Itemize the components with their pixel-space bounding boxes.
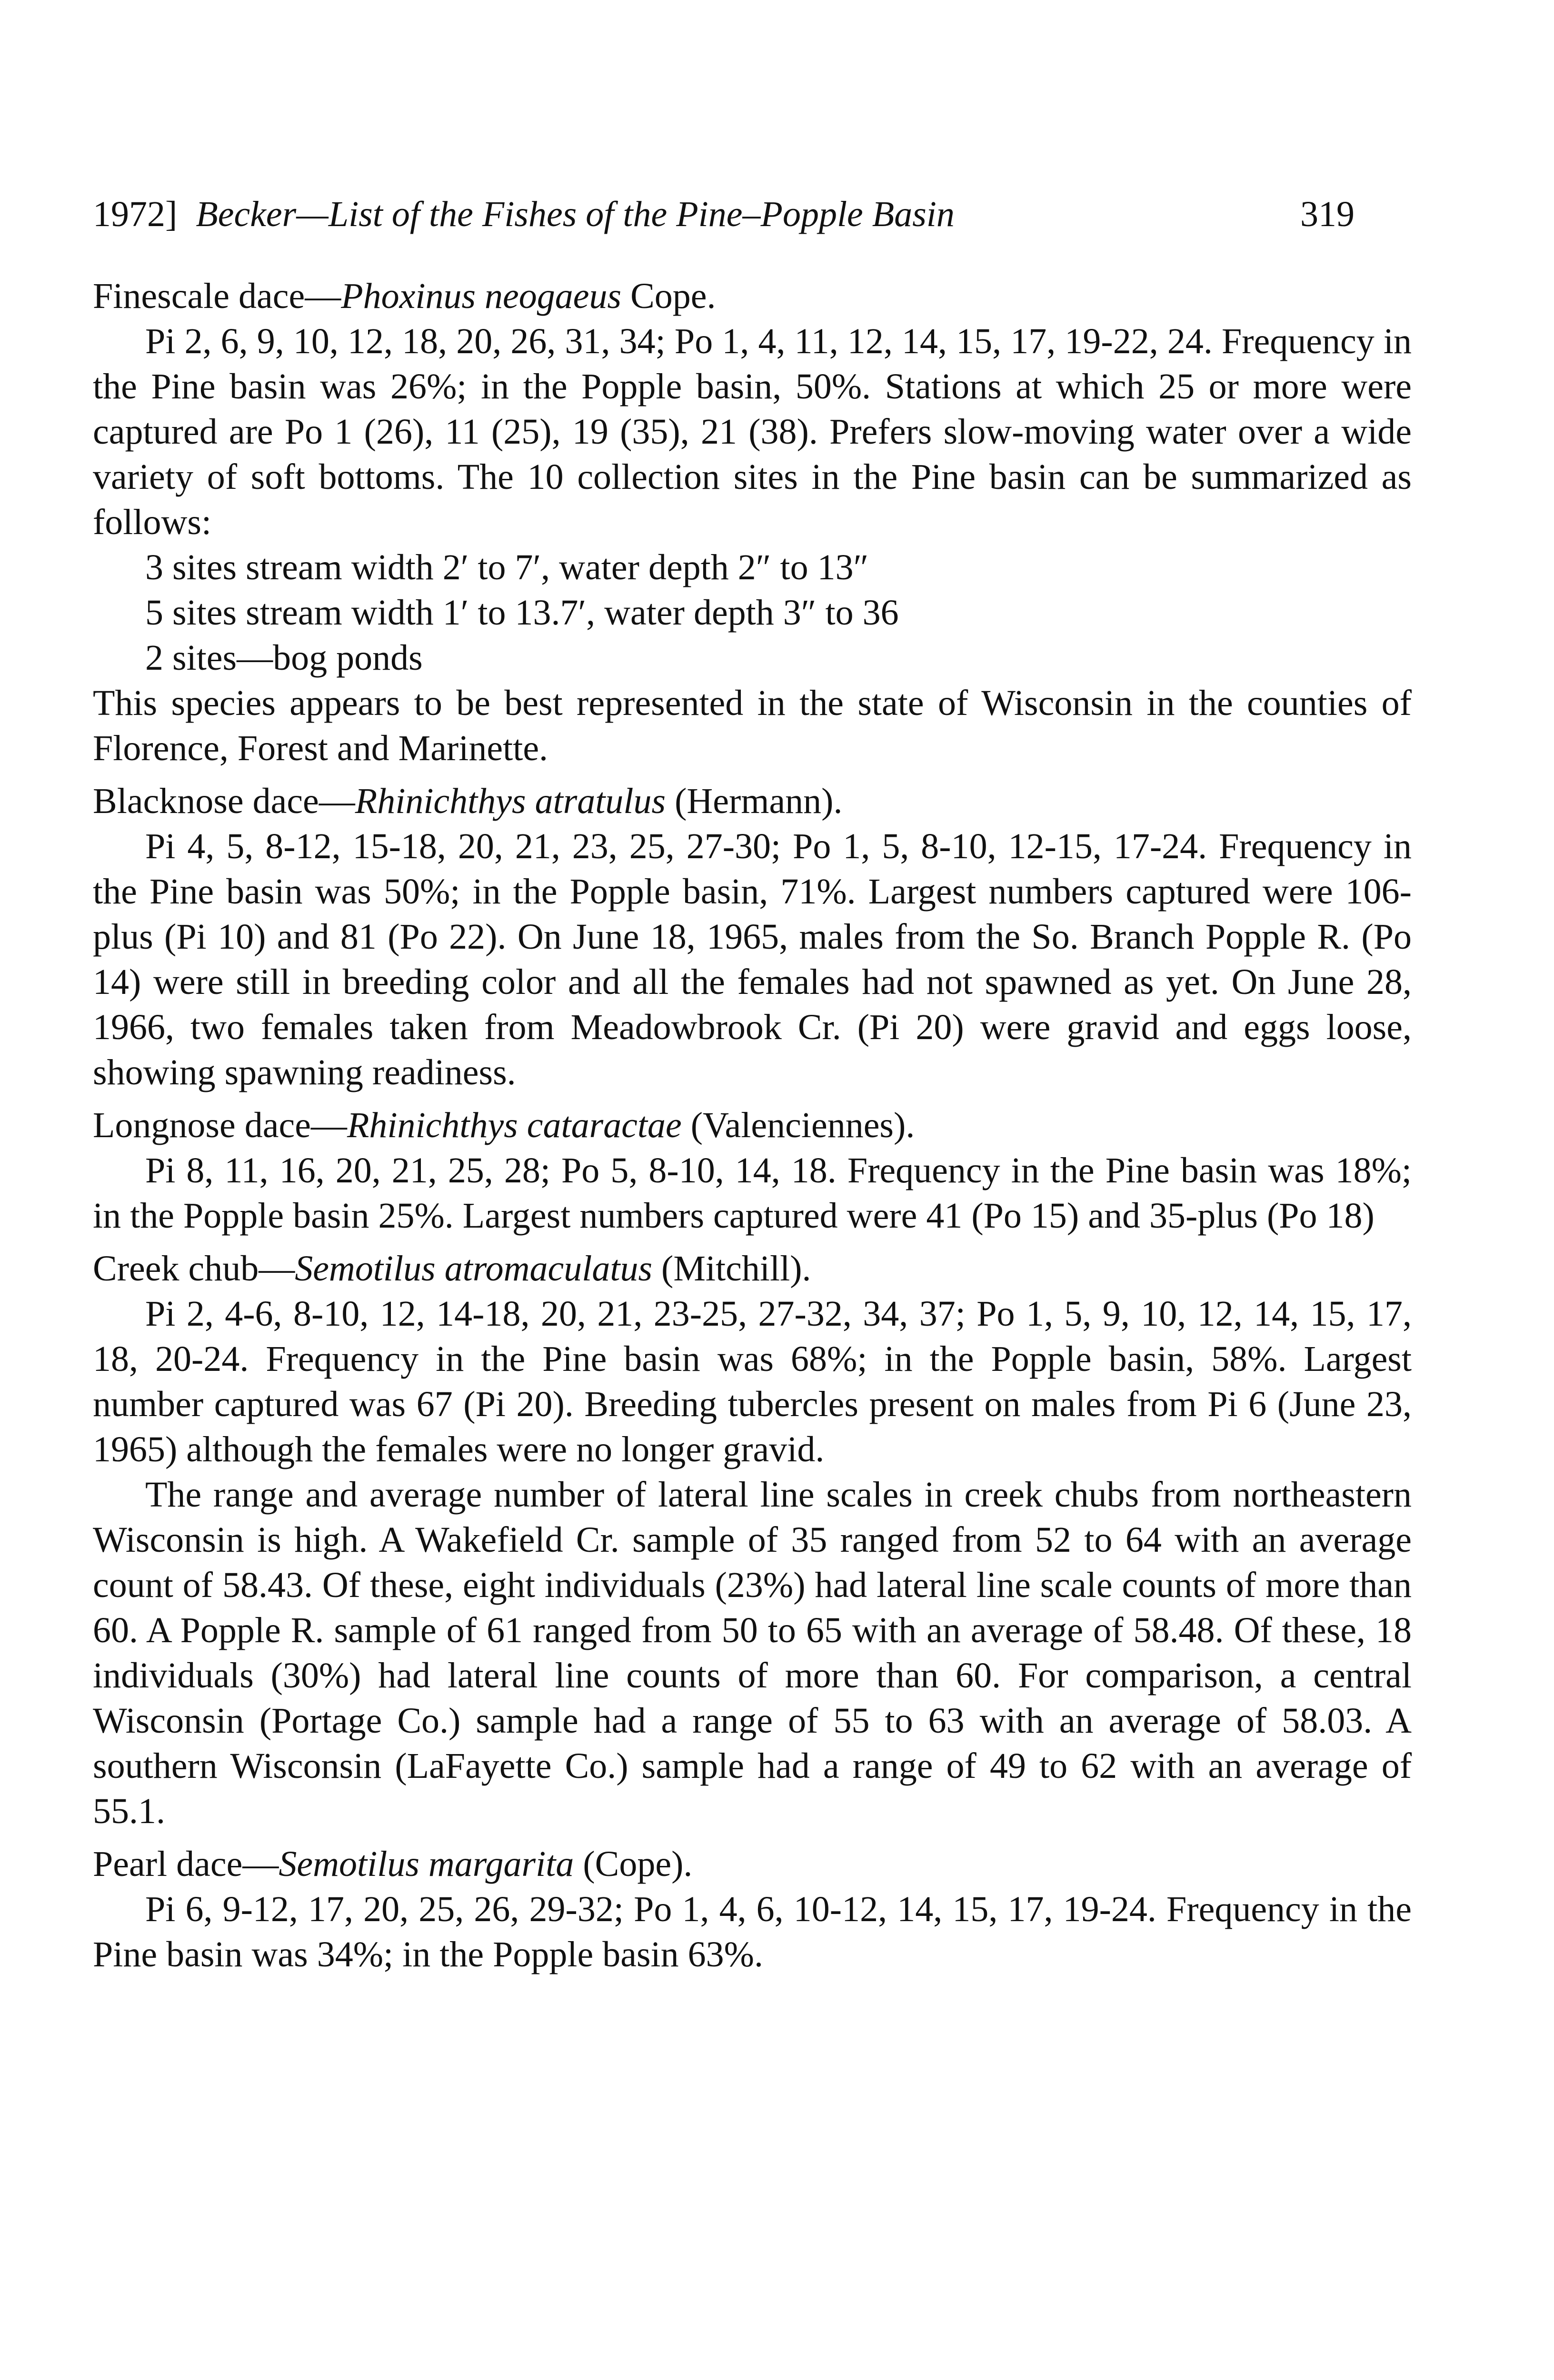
species-entry-finescale-dace — [93, 274, 1412, 771]
common-name: Finescale dace— — [93, 276, 341, 316]
authority: Cope. — [621, 276, 716, 316]
species-heading — [93, 779, 1412, 824]
scientific-name: Semotilus margarita — [279, 1844, 574, 1884]
authority: (Mitchill). — [652, 1249, 811, 1289]
species-heading — [93, 1246, 1412, 1291]
common-name: Blacknose dace— — [93, 781, 355, 821]
page-number: 319 — [1300, 194, 1355, 234]
authority: (Cope). — [574, 1844, 693, 1884]
species-heading — [93, 274, 1412, 319]
scientific-name: Rhinichthys cataractae — [347, 1105, 682, 1145]
species-paragraph: Pi 8, 11, 16, 20, 21, 25, 28; Po 5, 8-10, 14, 18. Frequency in the Pine basin was 18%; in the Popple basin 25%. Largest numbers captured were 41 (Po 15) and 35-plus (Po 18) — [93, 1150, 1412, 1236]
running-header — [93, 188, 1412, 240]
species-paragraph: Pi 6, 9-12, 17, 20, 25, 26, 29-32; Po 1, 4, 6, 10-12, 14, 15, 17, 19-24. Frequency in the Pine basin was 34%; in the Popple basin 63%. — [93, 1889, 1412, 1974]
header-title: Becker—List of the Fishes of the Pine–Popple Basin — [196, 194, 955, 234]
authority: (Valenciennes). — [681, 1105, 915, 1145]
site-list-item: 3 sites stream width 2′ to 7′, water depth 2″ to 13″ — [145, 547, 869, 587]
journal-page — [93, 188, 1412, 2282]
common-name: Creek chub— — [93, 1249, 295, 1289]
species-paragraph: Pi 4, 5, 8-12, 15-18, 20, 21, 23, 25, 27-30; Po 1, 5, 8-10, 12-15, 17-24. Frequency in the Pine basin was 50%; in the Popple basin, 71%. Largest numbers captured were 106-plus (Pi 10) and 81 (Po 22). On June 18, 1965, males from the So. Branch Popple R. (Po 14) were still in breeding color and all the females had not spawned as yet. On June 28, 1966, two females taken from Meadowbrook Cr. (Pi 20) were gravid and eggs loose, showing spawning readiness. — [93, 826, 1412, 1092]
species-paragraph: Pi 2, 6, 9, 10, 12, 18, 20, 26, 31, 34; Po 1, 4, 11, 12, 14, 15, 17, 19-22, 24. Frequency in the Pine basin was 26%; in the Popple basin, 50%. Stations at which 25 or more were captured are Po 1 (26), 11 (25), 19 (35), 21 (38). Prefers slow-moving water over a wide variety of soft bottoms. The 10 collection sites in the Pine basin can be summarized as follows: — [93, 321, 1412, 542]
site-list-item: 2 sites—bog ponds — [145, 638, 423, 678]
scientific-name: Phoxinus neogaeus — [341, 276, 622, 316]
site-list-item: 5 sites stream width 1′ to 13.7′, water depth 3″ to 36 — [145, 593, 899, 633]
species-heading — [93, 1842, 1412, 1887]
scientific-name: Rhinichthys atratulus — [355, 781, 666, 821]
common-name: Longnose dace— — [93, 1105, 347, 1145]
scientific-name: Semotilus atromaculatus — [295, 1249, 653, 1289]
collection-site-list — [93, 545, 1412, 681]
common-name: Pearl dace— — [93, 1844, 279, 1884]
species-entry-blacknose-dace — [93, 779, 1412, 1095]
header-year: 1972] — [93, 194, 178, 234]
species-entry-creek-chub — [93, 1246, 1412, 1834]
species-entry-longnose-dace — [93, 1103, 1412, 1239]
species-paragraph: The range and average number of lateral line scales in creek chubs from northeastern Wisconsin is high. A Wakefield Cr. sample of 35 ranged from 52 to 64 with an average count of 58.43. Of these, eight individuals (23%) had lateral line scale counts of more than 60. A Popple R. sample of 61 ranged from 50 to 65 with an average of 58.48. Of these, 18 individuals (30%) had lateral line counts of more than 60. For comparison, a central Wisconsin (Portage Co.) sample had a range of 55 to 63 with an average of 58.03. A southern Wisconsin (LaFayette Co.) sample had a range of 49 to 62 with an average of 55.1. — [93, 1475, 1412, 1831]
species-paragraph: This species appears to be best represented in the state of Wisconsin in the counties of Florence, Forest and Marinette. — [93, 683, 1412, 768]
species-paragraph: Pi 2, 4-6, 8-10, 12, 14-18, 20, 21, 23-25, 27-32, 34, 37; Po 1, 5, 9, 10, 12, 14, 15, 17, 18, 20-24. Frequency in the Pine basin was 68%; in the Popple basin, 58%. Largest number captured was 67 (Pi 20). Breeding tubercles present on males from Pi 6 (June 23, 1965) although the females were no longer gravid. — [93, 1294, 1412, 1469]
species-heading — [93, 1103, 1412, 1148]
species-entry-pearl-dace — [93, 1842, 1412, 1977]
authority: (Hermann). — [666, 781, 843, 821]
